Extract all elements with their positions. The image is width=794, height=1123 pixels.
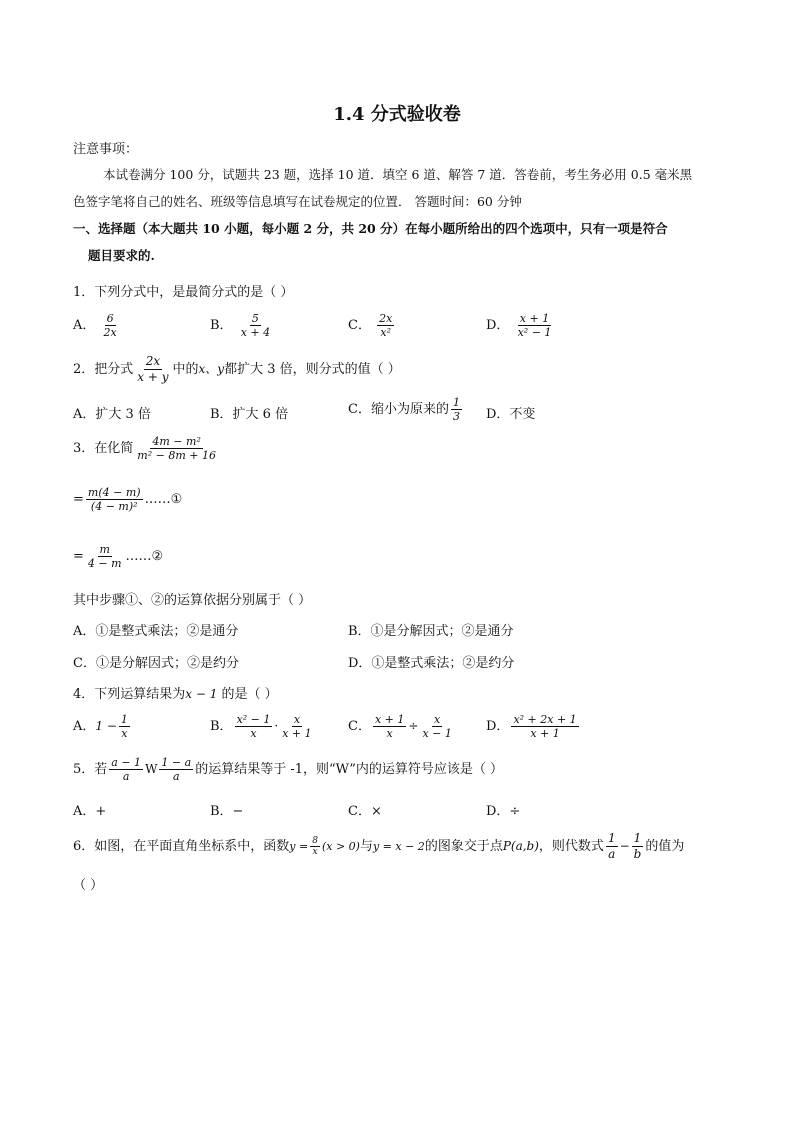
q5-stem (73, 756, 503, 783)
q4-stem (73, 683, 278, 702)
q4-option-a[interactable] (73, 713, 132, 740)
q1-a-label: A． (73, 318, 96, 333)
q5-option-b[interactable]: B．− (210, 804, 244, 819)
q3-den: m² − 8m + 16 (137, 449, 216, 462)
q2-option-a[interactable]: A．扩大 3 倍 (73, 407, 151, 422)
q4-c-num1: x + 1 (374, 713, 405, 726)
q5-fraction-2 (159, 756, 193, 783)
q6-expr-fraction-2 (632, 831, 644, 862)
q6-func1-fraction (310, 836, 320, 857)
q5-option-c[interactable]: C．× (348, 804, 382, 819)
q5-suffix: 的运算结果等于 -1，则“W”内的运算符号应该是（ ） (195, 762, 504, 777)
q4-a-pre: 1 − (95, 719, 117, 733)
q3-prefix: 3．在化简 (73, 441, 134, 456)
q1-b-num: 5 (251, 312, 259, 325)
q1-d-fraction (516, 312, 554, 339)
q4-d-num: x² + 2x + 1 (513, 713, 577, 726)
q5-w: W (145, 762, 158, 776)
q2-fraction (135, 354, 170, 385)
q6-mid3: ，则代数式 (538, 839, 604, 854)
q6-mid1: 与 (359, 839, 373, 854)
q3-step1-eq: = (73, 492, 84, 507)
q1-d-label: D． (486, 318, 510, 333)
q1-b-fraction (239, 312, 272, 339)
q3-question: 其中步骤①、②的运算依据分别属于（ ） (73, 593, 312, 608)
q5-prefix: 5．若 (73, 762, 108, 777)
q6-func1-den: x (312, 847, 318, 857)
q1-option-c[interactable] (348, 312, 396, 339)
q3-step-2 (73, 543, 163, 570)
q5-den2: a (173, 770, 180, 783)
q4-d-label: D． (486, 719, 510, 734)
q1-c-den: x² (380, 326, 391, 339)
q1-option-b[interactable] (210, 312, 274, 339)
q4-b-op: · (274, 719, 279, 733)
q4-b-den2: x + 1 (282, 727, 312, 740)
q4-b-label: B． (210, 719, 233, 734)
q6-suffix: 的值为 (645, 839, 685, 854)
q3-stem (73, 435, 220, 462)
q1-stem: 1．下列分式中，是最简分式的是（ ） (73, 285, 294, 300)
q2-vars: x、y (198, 362, 225, 376)
q4-b-fraction-1 (235, 713, 273, 740)
q4-option-b[interactable] (210, 713, 316, 740)
q4-c-num2: x (434, 713, 441, 726)
q4-b-num1: x² − 1 (236, 713, 271, 726)
q1-d-num: x + 1 (519, 312, 550, 325)
q4-c-fraction-2 (420, 713, 453, 740)
q2-c-num: 1 (452, 396, 460, 409)
q2-option-c[interactable] (348, 396, 464, 423)
q4-b-den1: x (250, 727, 257, 740)
q4-suffix: 的是（ ） (217, 687, 278, 702)
q3-step1-den: (4 − m)² (90, 500, 138, 513)
q6-stem (73, 831, 684, 862)
q6-func1-num: 8 (312, 836, 318, 846)
q1-a-den: 2x (103, 326, 117, 339)
q6-e-den2: b (633, 847, 642, 861)
q2-mid: 中的 (172, 362, 199, 377)
q3-step1-mark: ……① (144, 492, 183, 507)
q4-option-d[interactable] (486, 713, 581, 740)
q2-stem (73, 354, 401, 385)
q3-step2-eq: = (73, 549, 84, 564)
q4-c-den1: x (386, 727, 393, 740)
q1-d-den: x² − 1 (517, 326, 552, 339)
q1-option-d[interactable] (486, 312, 555, 339)
q6-point: P(a,b) (502, 839, 539, 853)
q2-suffix: 都扩大 3 倍，则分式的值（ ） (224, 362, 401, 377)
q5-num1: a − 1 (111, 756, 142, 769)
section-heading-line-2: 题目要求的. (88, 248, 155, 263)
notice-heading: 注意事项： (73, 142, 139, 157)
q2-option-b[interactable]: B．扩大 6 倍 (210, 407, 289, 422)
q5-num2: 1 − a (161, 756, 192, 769)
q4-a-den: x (121, 727, 128, 740)
q3-option-c[interactable]: C．①是分解因式；②是约分 (73, 656, 239, 671)
q3-step2-num: m (99, 543, 110, 556)
q3-step2-den: 4 − m (87, 557, 122, 570)
q1-c-fraction (377, 312, 394, 339)
q4-a-fraction (119, 713, 130, 740)
q1-b-label: B． (210, 318, 233, 333)
q6-func2: y = x − 2 (372, 840, 425, 853)
q3-fraction (135, 435, 218, 462)
q6-e-num2: 1 (633, 831, 642, 845)
q6-func1-cond: (x > 0) (321, 840, 360, 853)
q3-step1-num: m(4 − m) (87, 486, 141, 499)
q1-b-den: x + 4 (240, 326, 271, 339)
q4-c-fraction-1 (373, 713, 406, 740)
q4-a-num: 1 (120, 713, 128, 726)
q3-step1-fraction (86, 486, 143, 513)
q4-d-fraction (511, 713, 578, 740)
q6-paren: （ ） (73, 878, 104, 893)
q2-c-prefix: C．缩小为原来的 (348, 402, 449, 417)
q1-c-num: 2x (379, 312, 393, 325)
q4-c-label: C． (348, 719, 371, 734)
q6-e-op: − (619, 839, 630, 853)
q1-a-fraction (102, 312, 119, 339)
notice-line-1: 本试卷满分 100 分，试题共 23 题，选择 10 道．填空 6 道、解答 7 道．答卷前，考生务必用 0.5 毫米黑 (103, 167, 693, 182)
q1-c-label: C． (348, 318, 371, 333)
q4-option-c[interactable] (348, 713, 456, 740)
q6-e-den1: a (608, 847, 616, 861)
q5-option-d[interactable]: D．÷ (486, 804, 521, 819)
section-heading-line-1: 一、选择题（本大题共 10 小题，每小题 2 分，共 20 分）在每小题所给出的四个选项中，只有一项是符合 (73, 221, 668, 236)
q3-step2-fraction (86, 543, 124, 570)
q3-option-d[interactable]: D．①是整式乘法；②是约分 (348, 656, 515, 671)
q3-num: 4m − m² (152, 435, 201, 448)
q4-d-den: x + 1 (530, 727, 560, 740)
q4-prefix: 4．下列运算结果为 (73, 687, 186, 702)
q2-num: 2x (145, 354, 161, 368)
q3-option-a[interactable]: A．①是整式乘法；②是通分 (73, 624, 239, 639)
q2-option-d[interactable]: D．不变 (486, 407, 536, 422)
q5-den1: a (122, 770, 130, 783)
q2-prefix: 2．把分式 (73, 362, 134, 377)
q2-c-fraction (451, 396, 462, 423)
q6-e-num1: 1 (607, 831, 616, 845)
q3-step-1 (73, 486, 182, 513)
q6-expr-fraction-1 (606, 831, 618, 862)
q4-a-label: A． (73, 719, 96, 734)
q6-prefix: 6．如图，在平面直角坐标系中，函数 (73, 839, 290, 854)
q6-mid2: 的图象交于点 (424, 839, 503, 854)
notice-line-2: 色签字笔将自己的姓名、班级等信息填写在试卷规定的位置． 答题时间：60 分钟 (73, 194, 522, 209)
q4-expr: x − 1 (185, 687, 218, 701)
q4-c-den2: x − 1 (422, 727, 452, 740)
q3-option-b[interactable]: B．①是分解因式；②是通分 (348, 624, 514, 639)
q4-b-fraction-2 (280, 713, 313, 740)
q5-fraction-1 (109, 756, 143, 783)
q6-func1-y: y = (289, 840, 309, 853)
q1-option-a[interactable] (73, 312, 121, 339)
q4-c-op: ÷ (408, 719, 419, 733)
q3-step2-mark: ……② (125, 549, 164, 564)
page-title: 1.4 分式验收卷 (333, 104, 461, 125)
q2-c-den: 3 (452, 410, 460, 423)
q1-a-num: 6 (106, 312, 114, 325)
q4-b-num2: x (293, 713, 301, 726)
q2-den: x + y (137, 370, 169, 384)
q5-option-a[interactable]: A．+ (73, 804, 107, 819)
